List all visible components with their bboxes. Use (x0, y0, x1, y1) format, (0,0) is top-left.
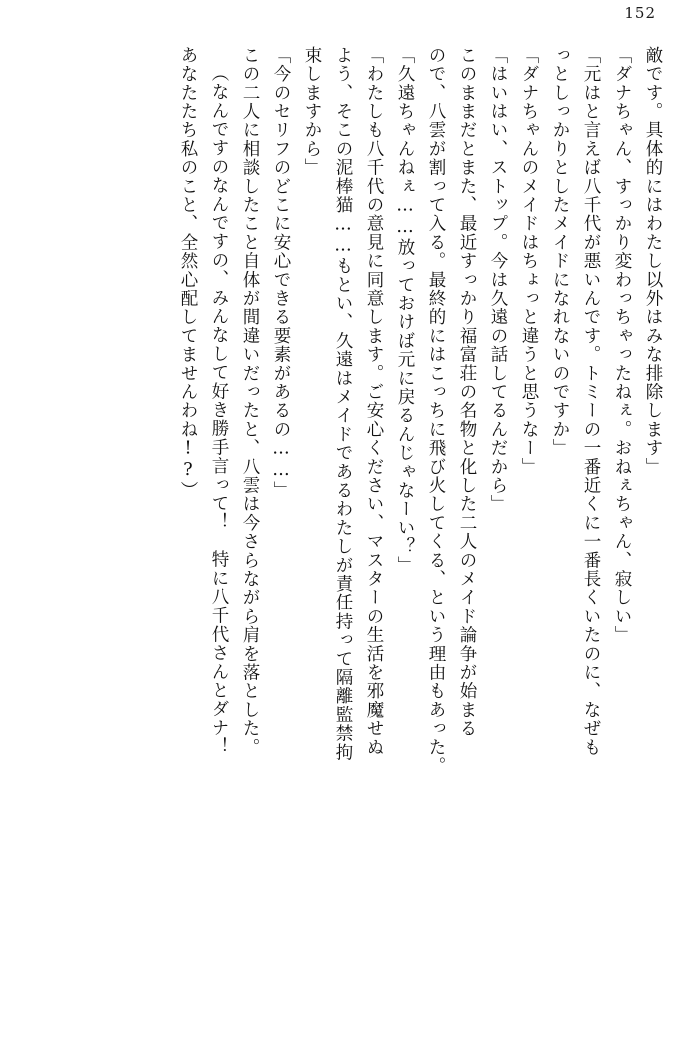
text-line: 「はいはい、ストップ。今は久遠の話してるんだから」 (488, 46, 508, 514)
text-line: よう、そこの泥棒猫……もとい、久遠はメイドであるわたしが責任持って隔離監禁拘 (333, 46, 353, 762)
text-line: この二人に相談したこと自体が間違いだったと、八雲は今さらながら肩を落とした。 (240, 46, 260, 757)
text-line: 「ダナちゃんのメイドはちょっと違うと思うなー」 (519, 46, 539, 477)
page-number: 152 (624, 4, 656, 22)
text-line: っとしっかりとしたメイドになれないのですか」 (550, 46, 570, 458)
text-line: 束しますから」 (302, 46, 322, 177)
text-line: あなたたち私のこと、全然心配してませんわね!?） (178, 46, 198, 500)
vertical-text-body (22, 46, 668, 1020)
text-line: このままだとまた、最近すっかり福富荘の名物と化した二人のメイド論争が始まる (457, 46, 477, 738)
text-line: （なんですのなんですの、みんなして好き勝手言って！ 特に八千代さんとダナ！ (209, 64, 229, 756)
text-line: 「今のセリフのどこに安心できる要素があるの……」 (271, 46, 291, 500)
text-line: 「元はと言えば八千代が悪いんです。トミーの一番近くに一番長くいたのに、なぜも (581, 46, 601, 757)
text-line: ので、八雲が割って入る。最終的にはこっちに飛び火してくる、という理由もあった。 (426, 46, 446, 776)
text-line: 敵です。具体的にはわたし以外はみな排除します」 (643, 46, 663, 477)
text-line: 「久遠ちゃんねぇ……放っておけば元に戻るんじゃなーい？」 (395, 46, 415, 575)
text-line: 「わたしも八千代の意見に同意します。ご安心ください、マスターの生活を邪魔せぬ (364, 46, 384, 757)
text-line: 「ダナちゃん、すっかり変わっちゃったねぇ。おねぇちゃん、寂しい」 (612, 46, 632, 645)
